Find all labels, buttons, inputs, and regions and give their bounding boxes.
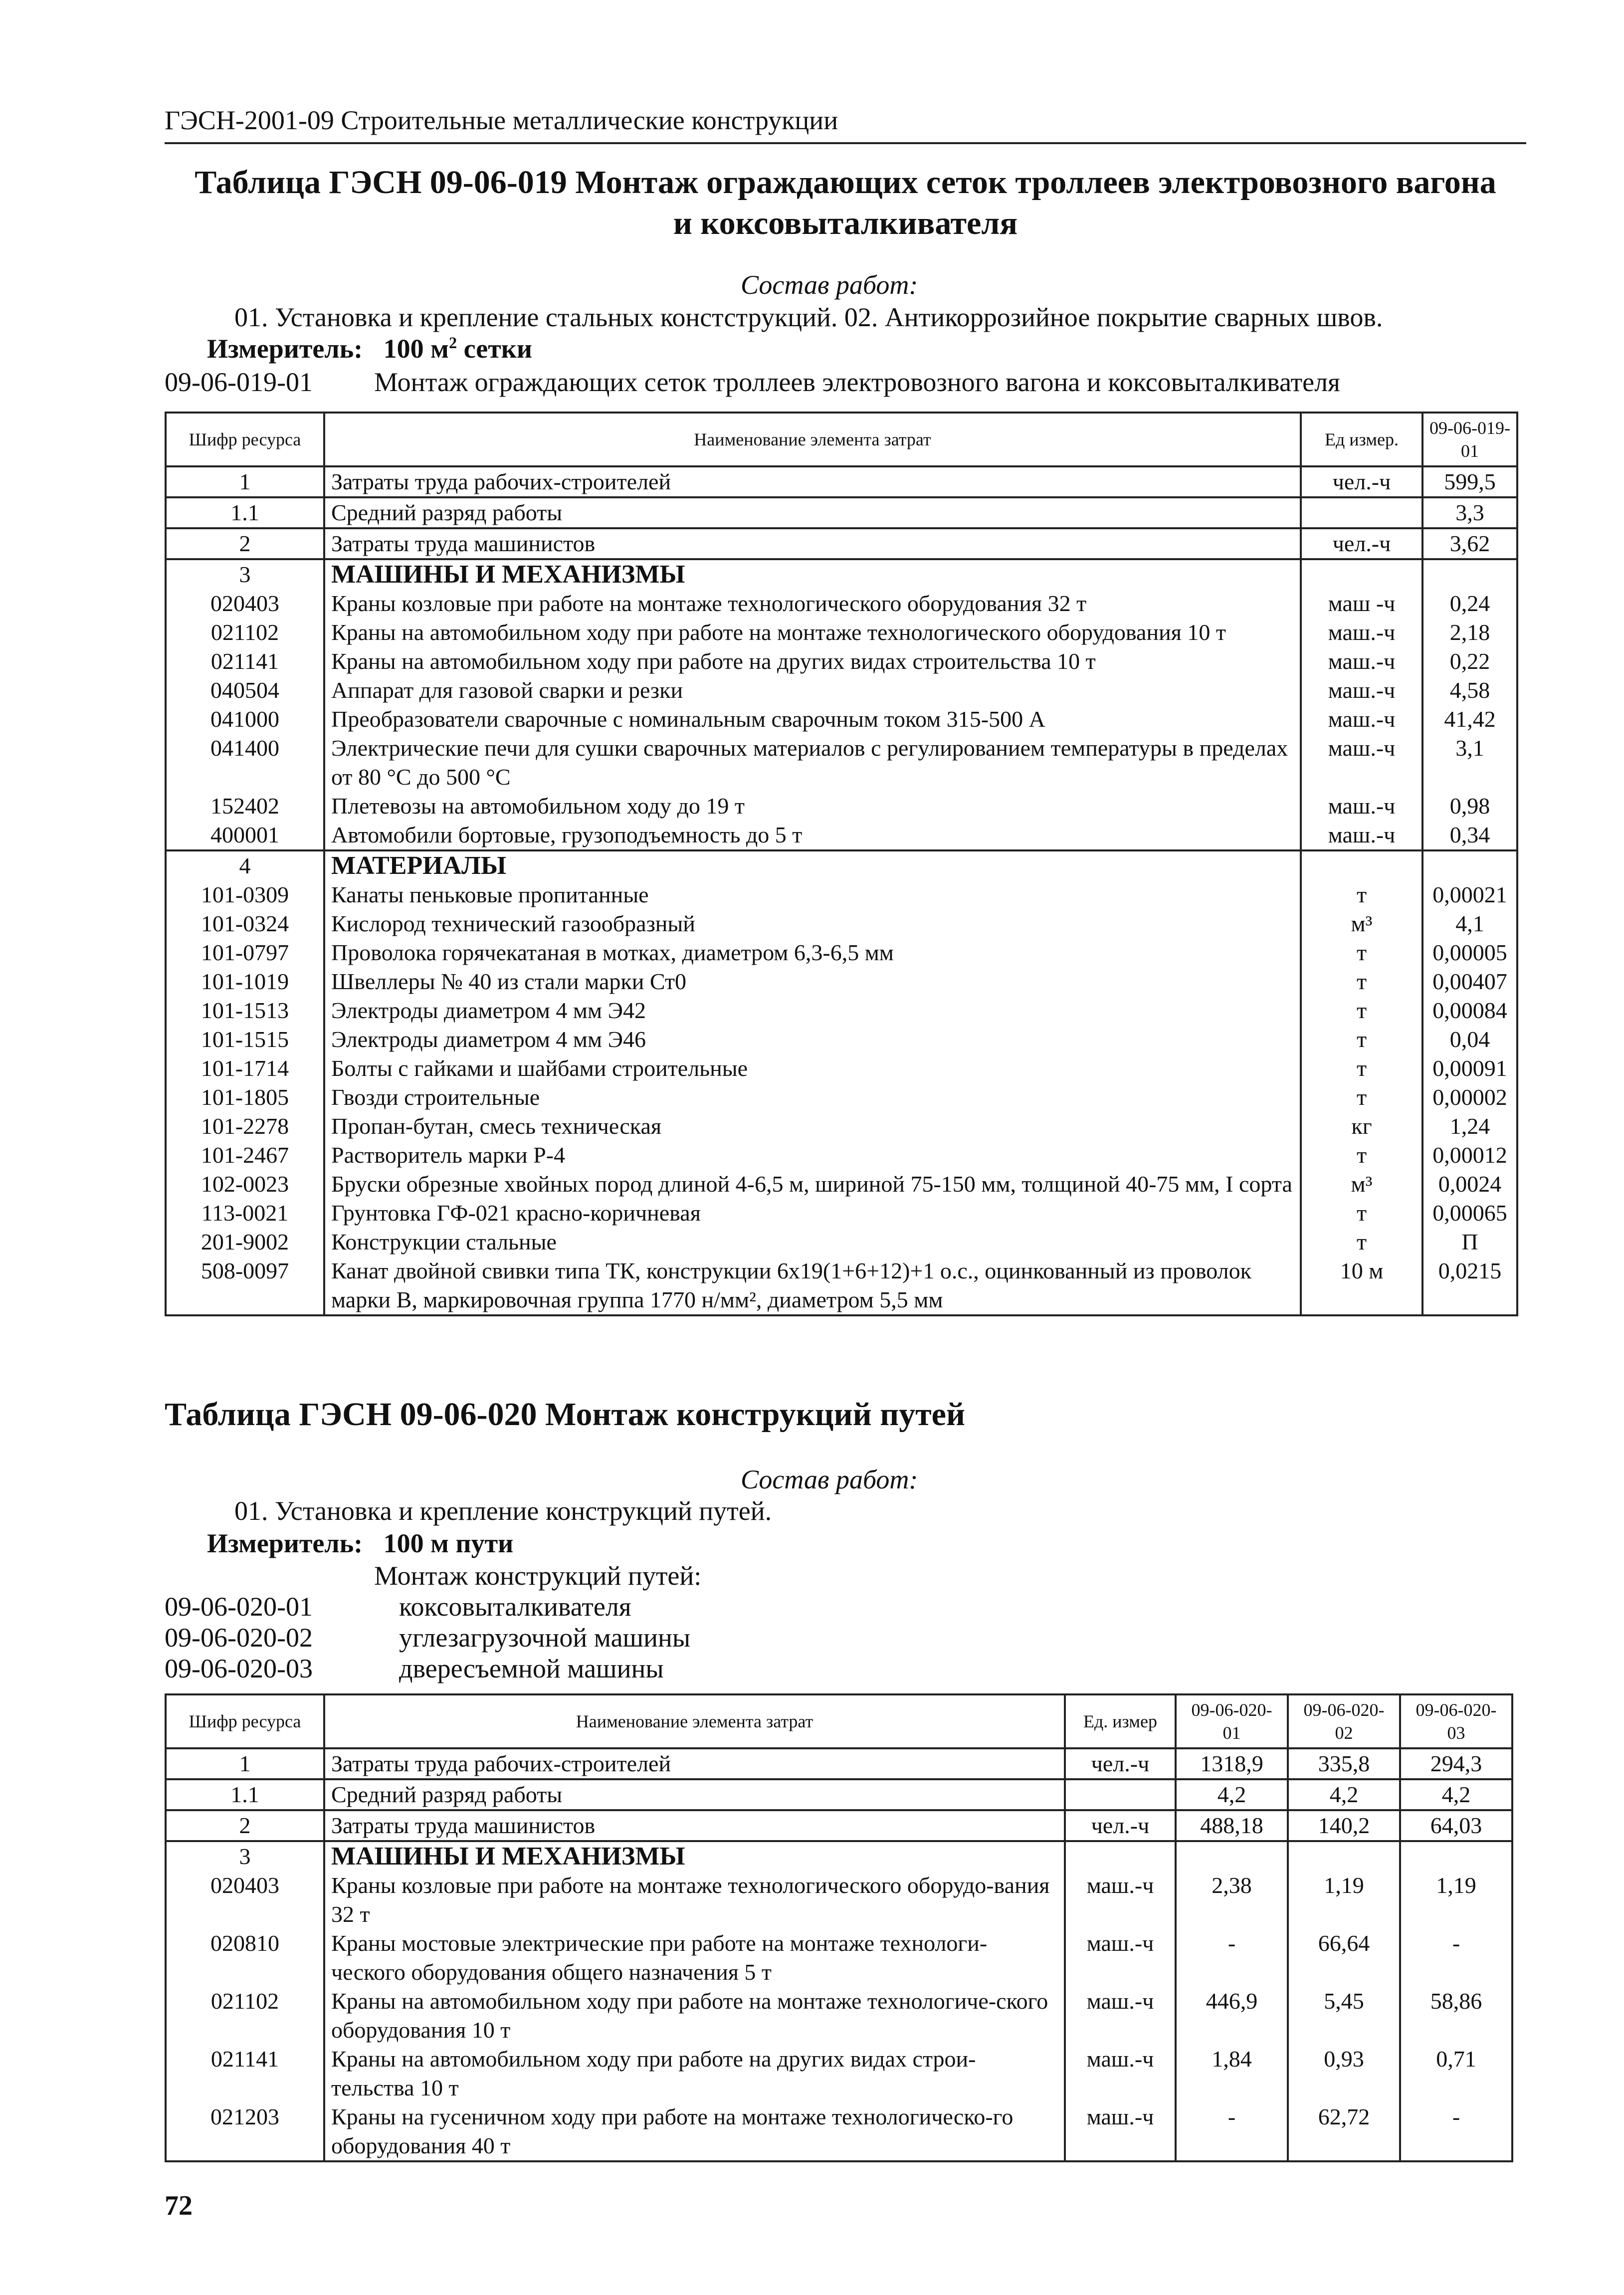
table1-title-line1: Таблица ГЭСН 09-06-019 Монтаж ограждающих сеток троллеев электровозного вагона xyxy=(195,164,1496,201)
unit-cell: т xyxy=(1301,996,1422,1025)
resource-code-cell: 041400 xyxy=(166,734,324,792)
resource-name-cell: Аппарат для газовой сварки и резки xyxy=(324,676,1301,705)
resource-name-cell: Канаты пеньковые пропитанные xyxy=(324,880,1301,909)
resource-name-cell: Грунтовка ГФ-021 красно-коричневая xyxy=(324,1199,1301,1228)
table-row xyxy=(166,1054,1517,1083)
table2-header-col1: 09-06-020-01 xyxy=(1176,1694,1288,1748)
resource-code-cell: 508-0097 xyxy=(166,1256,324,1315)
unit-cell: маш -ч xyxy=(1301,589,1422,618)
unit-cell xyxy=(1301,559,1422,589)
value-cell-col2 xyxy=(1288,1841,1400,1871)
resource-name-cell: Кислород технический газообразный xyxy=(324,909,1301,938)
resource-code-cell: 101-1515 xyxy=(166,1025,324,1054)
resource-name-cell: Болты с гайками и шайбами строительные xyxy=(324,1054,1301,1083)
table-row xyxy=(166,2045,1512,2102)
resource-name-cell: Растворитель марки Р-4 xyxy=(324,1141,1301,1170)
value-cell-col1: 488,18 xyxy=(1176,1810,1288,1841)
table2-header-row xyxy=(166,1694,1512,1748)
unit-cell: чел.-ч xyxy=(1065,1748,1176,1779)
unit-cell: маш.-ч xyxy=(1065,2045,1176,2102)
table2-header-unit: Ед. измер xyxy=(1065,1694,1176,1748)
value-cell: 0,00065 xyxy=(1422,1199,1517,1228)
resource-name-cell: Пропан-бутан, смесь техническая xyxy=(324,1112,1301,1141)
resource-code-cell: 113-0021 xyxy=(166,1199,324,1228)
value-cell-col2: 62,72 xyxy=(1288,2102,1400,2161)
table-row xyxy=(166,618,1517,647)
table-row xyxy=(166,850,1517,880)
value-cell: 2,18 xyxy=(1422,618,1517,647)
resource-name-cell: Гвозди строительные xyxy=(324,1083,1301,1112)
resource-name-cell: Затраты труда рабочих-строителей xyxy=(324,466,1301,497)
table2-code-desc: двересъемной машины xyxy=(399,1654,664,1683)
resource-code-cell: 1.1 xyxy=(166,497,324,528)
table-row xyxy=(166,2102,1512,2161)
resource-code-cell: 101-0324 xyxy=(166,909,324,938)
value-cell: 3,62 xyxy=(1422,528,1517,559)
table2-title: Таблица ГЭСН 09-06-020 Монтаж конструкций путей xyxy=(165,1396,965,1433)
resource-code-cell: 101-1513 xyxy=(166,996,324,1025)
resource-name-cell: Затраты труда рабочих-строителей xyxy=(324,1748,1065,1779)
value-cell-col3: - xyxy=(1400,1929,1512,1987)
resource-code-cell: 2 xyxy=(166,528,324,559)
resource-code-cell: 1 xyxy=(166,466,324,497)
value-cell: 0,04 xyxy=(1422,1025,1517,1054)
resource-code-cell: 020403 xyxy=(166,1871,324,1929)
value-cell: 3,3 xyxy=(1422,497,1517,528)
resource-code-cell: 101-1714 xyxy=(166,1054,324,1083)
unit-cell xyxy=(1301,850,1422,880)
value-cell-col1: - xyxy=(1176,2102,1288,2161)
resource-code-cell: 3 xyxy=(166,559,324,589)
value-cell-col3: 58,86 xyxy=(1400,1987,1512,2045)
value-cell-col2: 5,45 xyxy=(1288,1987,1400,2045)
resource-code-cell: 101-2278 xyxy=(166,1112,324,1141)
table2-meter xyxy=(207,1528,513,1559)
value-cell: 0,00091 xyxy=(1422,1054,1517,1083)
table1-meter-value: 100 м xyxy=(383,334,449,364)
resource-name-cell: МАШИНЫ И МЕХАНИЗМЫ xyxy=(324,559,1301,589)
table-row xyxy=(166,938,1517,967)
unit-cell: т xyxy=(1301,880,1422,909)
resource-code-cell: 152402 xyxy=(166,792,324,821)
value-cell-col3: 0,71 xyxy=(1400,2045,1512,2102)
value-cell-col2: 1,19 xyxy=(1288,1871,1400,1929)
table-row xyxy=(166,1987,1512,2045)
table-row xyxy=(166,1199,1517,1228)
table-row xyxy=(166,1170,1517,1199)
table2-grid xyxy=(165,1693,1513,2162)
resource-code-cell: 1.1 xyxy=(166,1779,324,1810)
table2-header-col3: 09-06-020-03 xyxy=(1400,1694,1512,1748)
value-cell: П xyxy=(1422,1228,1517,1256)
resource-name-cell: Швеллеры № 40 из стали марки Ст0 xyxy=(324,967,1301,996)
value-cell: 4,1 xyxy=(1422,909,1517,938)
resource-code-cell: 101-0797 xyxy=(166,938,324,967)
table2-meter-label: Измеритель: xyxy=(207,1528,363,1558)
unit-cell xyxy=(1301,497,1422,528)
table2-header-code: Шифр ресурса xyxy=(166,1694,324,1748)
resource-name-cell: Краны на автомобильном ходу при работе на других видах строи-тельства 10 т xyxy=(324,2045,1065,2102)
resource-name-cell: МАШИНЫ И МЕХАНИЗМЫ xyxy=(324,1841,1065,1871)
unit-cell xyxy=(1065,1841,1176,1871)
table-row xyxy=(166,1112,1517,1141)
table-row xyxy=(166,1025,1517,1054)
unit-cell: маш.-ч xyxy=(1301,676,1422,705)
value-cell-col2: 66,64 xyxy=(1288,1929,1400,1987)
value-cell-col3: 4,2 xyxy=(1400,1779,1512,1810)
value-cell-col1 xyxy=(1176,1841,1288,1871)
value-cell: 0,00021 xyxy=(1422,880,1517,909)
value-cell: 0,00084 xyxy=(1422,996,1517,1025)
table-row xyxy=(166,996,1517,1025)
table-row xyxy=(166,1841,1512,1871)
resource-code-cell: 201-9002 xyxy=(166,1228,324,1256)
resource-name-cell: Конструкции стальные xyxy=(324,1228,1301,1256)
resource-name-cell: МАТЕРИАЛЫ xyxy=(324,850,1301,880)
resource-code-cell: 021141 xyxy=(166,2045,324,2102)
resource-name-cell: Средний разряд работы xyxy=(324,1779,1065,1810)
table2-code-desc: коксовыталкивателя xyxy=(399,1592,631,1622)
resource-name-cell: Канат двойной свивки типа ТК, конструкции 6х19(1+6+12)+1 о.с., оцинкованный из проволок марки В, маркировочная группа 1770 н/мм², диаметром 5,5 мм xyxy=(324,1256,1301,1315)
unit-cell: т xyxy=(1301,1228,1422,1256)
table2-header-name: Наименование элемента затрат xyxy=(324,1694,1065,1748)
value-cell-col1: 1,84 xyxy=(1176,2045,1288,2102)
value-cell-col1: 2,38 xyxy=(1176,1871,1288,1929)
table1-meter-suffix: сетки xyxy=(457,334,533,364)
value-cell-col3: 1,19 xyxy=(1400,1871,1512,1929)
table-row xyxy=(166,1929,1512,1987)
value-cell: 0,24 xyxy=(1422,589,1517,618)
value-cell-col3: - xyxy=(1400,2102,1512,2161)
table-row xyxy=(166,734,1517,792)
resource-code-cell: 021102 xyxy=(166,618,324,647)
table1-header-col1: 09-06-019-01 xyxy=(1422,413,1517,466)
unit-cell: маш.-ч xyxy=(1065,2102,1176,2161)
value-cell: 0,00012 xyxy=(1422,1141,1517,1170)
table-row xyxy=(166,705,1517,734)
table1-meter xyxy=(207,333,532,364)
table1-title-line2: и коксовыталкивателя xyxy=(673,205,1018,241)
value-cell: 0,0215 xyxy=(1422,1256,1517,1315)
unit-cell: т xyxy=(1301,1054,1422,1083)
unit-cell: 10 м xyxy=(1301,1256,1422,1315)
table-row xyxy=(166,466,1517,497)
resource-name-cell: Затраты труда машинистов xyxy=(324,528,1301,559)
resource-code-cell: 2 xyxy=(166,1810,324,1841)
table2-code-desc: углезагрузочной машины xyxy=(399,1623,691,1653)
table-row xyxy=(166,647,1517,676)
table-row xyxy=(166,559,1517,589)
resource-name-cell: Краны козловые при работе на монтаже технологического оборудования 32 т xyxy=(324,589,1301,618)
table-row xyxy=(166,528,1517,559)
unit-cell: т xyxy=(1301,1199,1422,1228)
table2-code: 09-06-020-01 xyxy=(165,1592,313,1622)
table2-code: 09-06-020-02 xyxy=(165,1623,313,1653)
table2-meter-value: 100 м пути xyxy=(383,1528,514,1558)
resource-code-cell: 041000 xyxy=(166,705,324,734)
table-row xyxy=(166,1141,1517,1170)
table1-meter-label: Измеритель: xyxy=(207,334,363,364)
table2-code: 09-06-020-03 xyxy=(165,1654,313,1683)
unit-cell xyxy=(1065,1779,1176,1810)
resource-code-cell: 1 xyxy=(166,1748,324,1779)
unit-cell: чел.-ч xyxy=(1301,528,1422,559)
resource-code-cell: 021141 xyxy=(166,647,324,676)
unit-cell: маш.-ч xyxy=(1065,1929,1176,1987)
table2-group-title: Монтаж конструкций путей: xyxy=(374,1561,702,1591)
table2-work-label: Состав работ: xyxy=(741,1464,918,1494)
value-cell xyxy=(1422,850,1517,880)
unit-cell: м³ xyxy=(1301,1170,1422,1199)
resource-code-cell: 400001 xyxy=(166,821,324,850)
resource-code-cell: 101-0309 xyxy=(166,880,324,909)
table1-code-desc: Монтаж ограждающих сеток троллеев электровозного вагона и коксовыталкивателя xyxy=(374,367,1340,397)
table-row xyxy=(166,1810,1512,1841)
value-cell-col1: 1318,9 xyxy=(1176,1748,1288,1779)
table1-work-label: Состав работ: xyxy=(741,270,918,300)
resource-name-cell: Проволока горячекатаная в мотках, диаметром 6,3-6,5 мм xyxy=(324,938,1301,967)
unit-cell: маш.-ч xyxy=(1301,647,1422,676)
unit-cell: м³ xyxy=(1301,909,1422,938)
resource-name-cell: Электроды диаметром 4 мм Э46 xyxy=(324,1025,1301,1054)
resource-code-cell: 040504 xyxy=(166,676,324,705)
unit-cell: чел.-ч xyxy=(1301,466,1422,497)
unit-cell: маш.-ч xyxy=(1301,821,1422,850)
resource-name-cell: Краны на автомобильном ходу при работе на монтаже технологиче-ского оборудования 10 т xyxy=(324,1987,1065,2045)
resource-code-cell: 3 xyxy=(166,1841,324,1871)
table1-header-name: Наименование элемента затрат xyxy=(324,413,1301,466)
resource-name-cell: Краны на автомобильном ходу при работе на монтаже технологического оборудования 10 т xyxy=(324,618,1301,647)
table-row xyxy=(166,880,1517,909)
table1-work-text: 01. Установка и крепление стальных констструкций. 02. Антикоррозийное покрытие сварных швов. xyxy=(234,302,1383,332)
value-cell: 41,42 xyxy=(1422,705,1517,734)
unit-cell: т xyxy=(1301,1025,1422,1054)
table-row xyxy=(166,967,1517,996)
table-row xyxy=(166,1228,1517,1256)
table-row xyxy=(166,821,1517,850)
running-header: ГЭСН-2001-09 Строительные металлические конструкции xyxy=(165,105,838,135)
unit-cell: маш.-ч xyxy=(1301,618,1422,647)
resource-name-cell: Краны на автомобильном ходу при работе на других видах строительства 10 т xyxy=(324,647,1301,676)
value-cell-col2: 335,8 xyxy=(1288,1748,1400,1779)
table1-code: 09-06-019-01 xyxy=(165,367,313,397)
value-cell: 0,0024 xyxy=(1422,1170,1517,1199)
resource-name-cell: Бруски обрезные хвойных пород длиной 4-6,5 м, шириной 75-150 мм, толщиной 40-75 мм, I сорта xyxy=(324,1170,1301,1199)
resource-code-cell: 101-2467 xyxy=(166,1141,324,1170)
value-cell: 0,00005 xyxy=(1422,938,1517,967)
table-row xyxy=(166,1083,1517,1112)
resource-name-cell: Автомобили бортовые, грузоподъемность до 5 т xyxy=(324,821,1301,850)
value-cell-col2: 140,2 xyxy=(1288,1810,1400,1841)
value-cell-col1: 446,9 xyxy=(1176,1987,1288,2045)
resource-name-cell: Электроды диаметром 4 мм Э42 xyxy=(324,996,1301,1025)
page-number: 72 xyxy=(165,2190,193,2221)
table1-grid xyxy=(165,412,1518,1316)
value-cell-col3: 294,3 xyxy=(1400,1748,1512,1779)
table-row xyxy=(166,909,1517,938)
value-cell: 599,5 xyxy=(1422,466,1517,497)
table-row xyxy=(166,1748,1512,1779)
table-row xyxy=(166,1779,1512,1810)
value-cell-col1: - xyxy=(1176,1929,1288,1987)
unit-cell: т xyxy=(1301,967,1422,996)
unit-cell: маш.-ч xyxy=(1301,792,1422,821)
table-row xyxy=(166,792,1517,821)
table1-meter-sup: 2 xyxy=(448,334,457,352)
table-row xyxy=(166,676,1517,705)
resource-name-cell: Средний разряд работы xyxy=(324,497,1301,528)
value-cell: 0,22 xyxy=(1422,647,1517,676)
table-row xyxy=(166,1256,1517,1315)
resource-name-cell: Краны на гусеничном ходу при работе на монтаже технологическо-го оборудования 40 т xyxy=(324,2102,1065,2161)
resource-code-cell: 020810 xyxy=(166,1929,324,1987)
resource-name-cell: Электрические печи для сушки сварочных материалов с регулированием температуры в пределах от 80 °С до 500 °С xyxy=(324,734,1301,792)
resource-name-cell: Затраты труда машинистов xyxy=(324,1810,1065,1841)
value-cell: 0,34 xyxy=(1422,821,1517,850)
value-cell: 1,24 xyxy=(1422,1112,1517,1141)
unit-cell: чел.-ч xyxy=(1065,1810,1176,1841)
resource-code-cell: 021102 xyxy=(166,1987,324,2045)
header-rule xyxy=(165,142,1526,144)
value-cell: 3,1 xyxy=(1422,734,1517,792)
table1-header-code: Шифр ресурса xyxy=(166,413,324,466)
unit-cell: т xyxy=(1301,1083,1422,1112)
unit-cell: маш.-ч xyxy=(1065,1871,1176,1929)
resource-name-cell: Преобразователи сварочные с номинальным сварочным током 315-500 А xyxy=(324,705,1301,734)
resource-name-cell: Краны мостовые электрические при работе на монтаже технологи-ческого оборудования общего назначения 5 т xyxy=(324,1929,1065,1987)
value-cell-col2: 4,2 xyxy=(1288,1779,1400,1810)
unit-cell: маш.-ч xyxy=(1065,1987,1176,2045)
table2-header-col2: 09-06-020-02 xyxy=(1288,1694,1400,1748)
unit-cell: т xyxy=(1301,938,1422,967)
unit-cell: маш.-ч xyxy=(1301,734,1422,792)
value-cell-col3 xyxy=(1400,1841,1512,1871)
resource-code-cell: 021203 xyxy=(166,2102,324,2161)
unit-cell: т xyxy=(1301,1141,1422,1170)
value-cell-col3: 64,03 xyxy=(1400,1810,1512,1841)
value-cell: 0,00407 xyxy=(1422,967,1517,996)
resource-code-cell: 020403 xyxy=(166,589,324,618)
table-row xyxy=(166,589,1517,618)
table1-header-unit: Ед измер. xyxy=(1301,413,1422,466)
value-cell: 0,00002 xyxy=(1422,1083,1517,1112)
table2-work-text: 01. Установка и крепление конструкций путей. xyxy=(234,1496,772,1526)
resource-code-cell: 101-1805 xyxy=(166,1083,324,1112)
resource-code-cell: 101-1019 xyxy=(166,967,324,996)
value-cell: 0,98 xyxy=(1422,792,1517,821)
table-row xyxy=(166,1871,1512,1929)
resource-code-cell: 4 xyxy=(166,850,324,880)
value-cell-col2: 0,93 xyxy=(1288,2045,1400,2102)
unit-cell: кг xyxy=(1301,1112,1422,1141)
resource-name-cell: Краны козловые при работе на монтаже технологического оборудо-вания 32 т xyxy=(324,1871,1065,1929)
unit-cell: маш.-ч xyxy=(1301,705,1422,734)
value-cell: 4,58 xyxy=(1422,676,1517,705)
table1-header-row xyxy=(166,413,1517,466)
table-row xyxy=(166,497,1517,528)
value-cell-col1: 4,2 xyxy=(1176,1779,1288,1810)
value-cell xyxy=(1422,559,1517,589)
resource-name-cell: Плетевозы на автомобильном ходу до 19 т xyxy=(324,792,1301,821)
resource-code-cell: 102-0023 xyxy=(166,1170,324,1199)
